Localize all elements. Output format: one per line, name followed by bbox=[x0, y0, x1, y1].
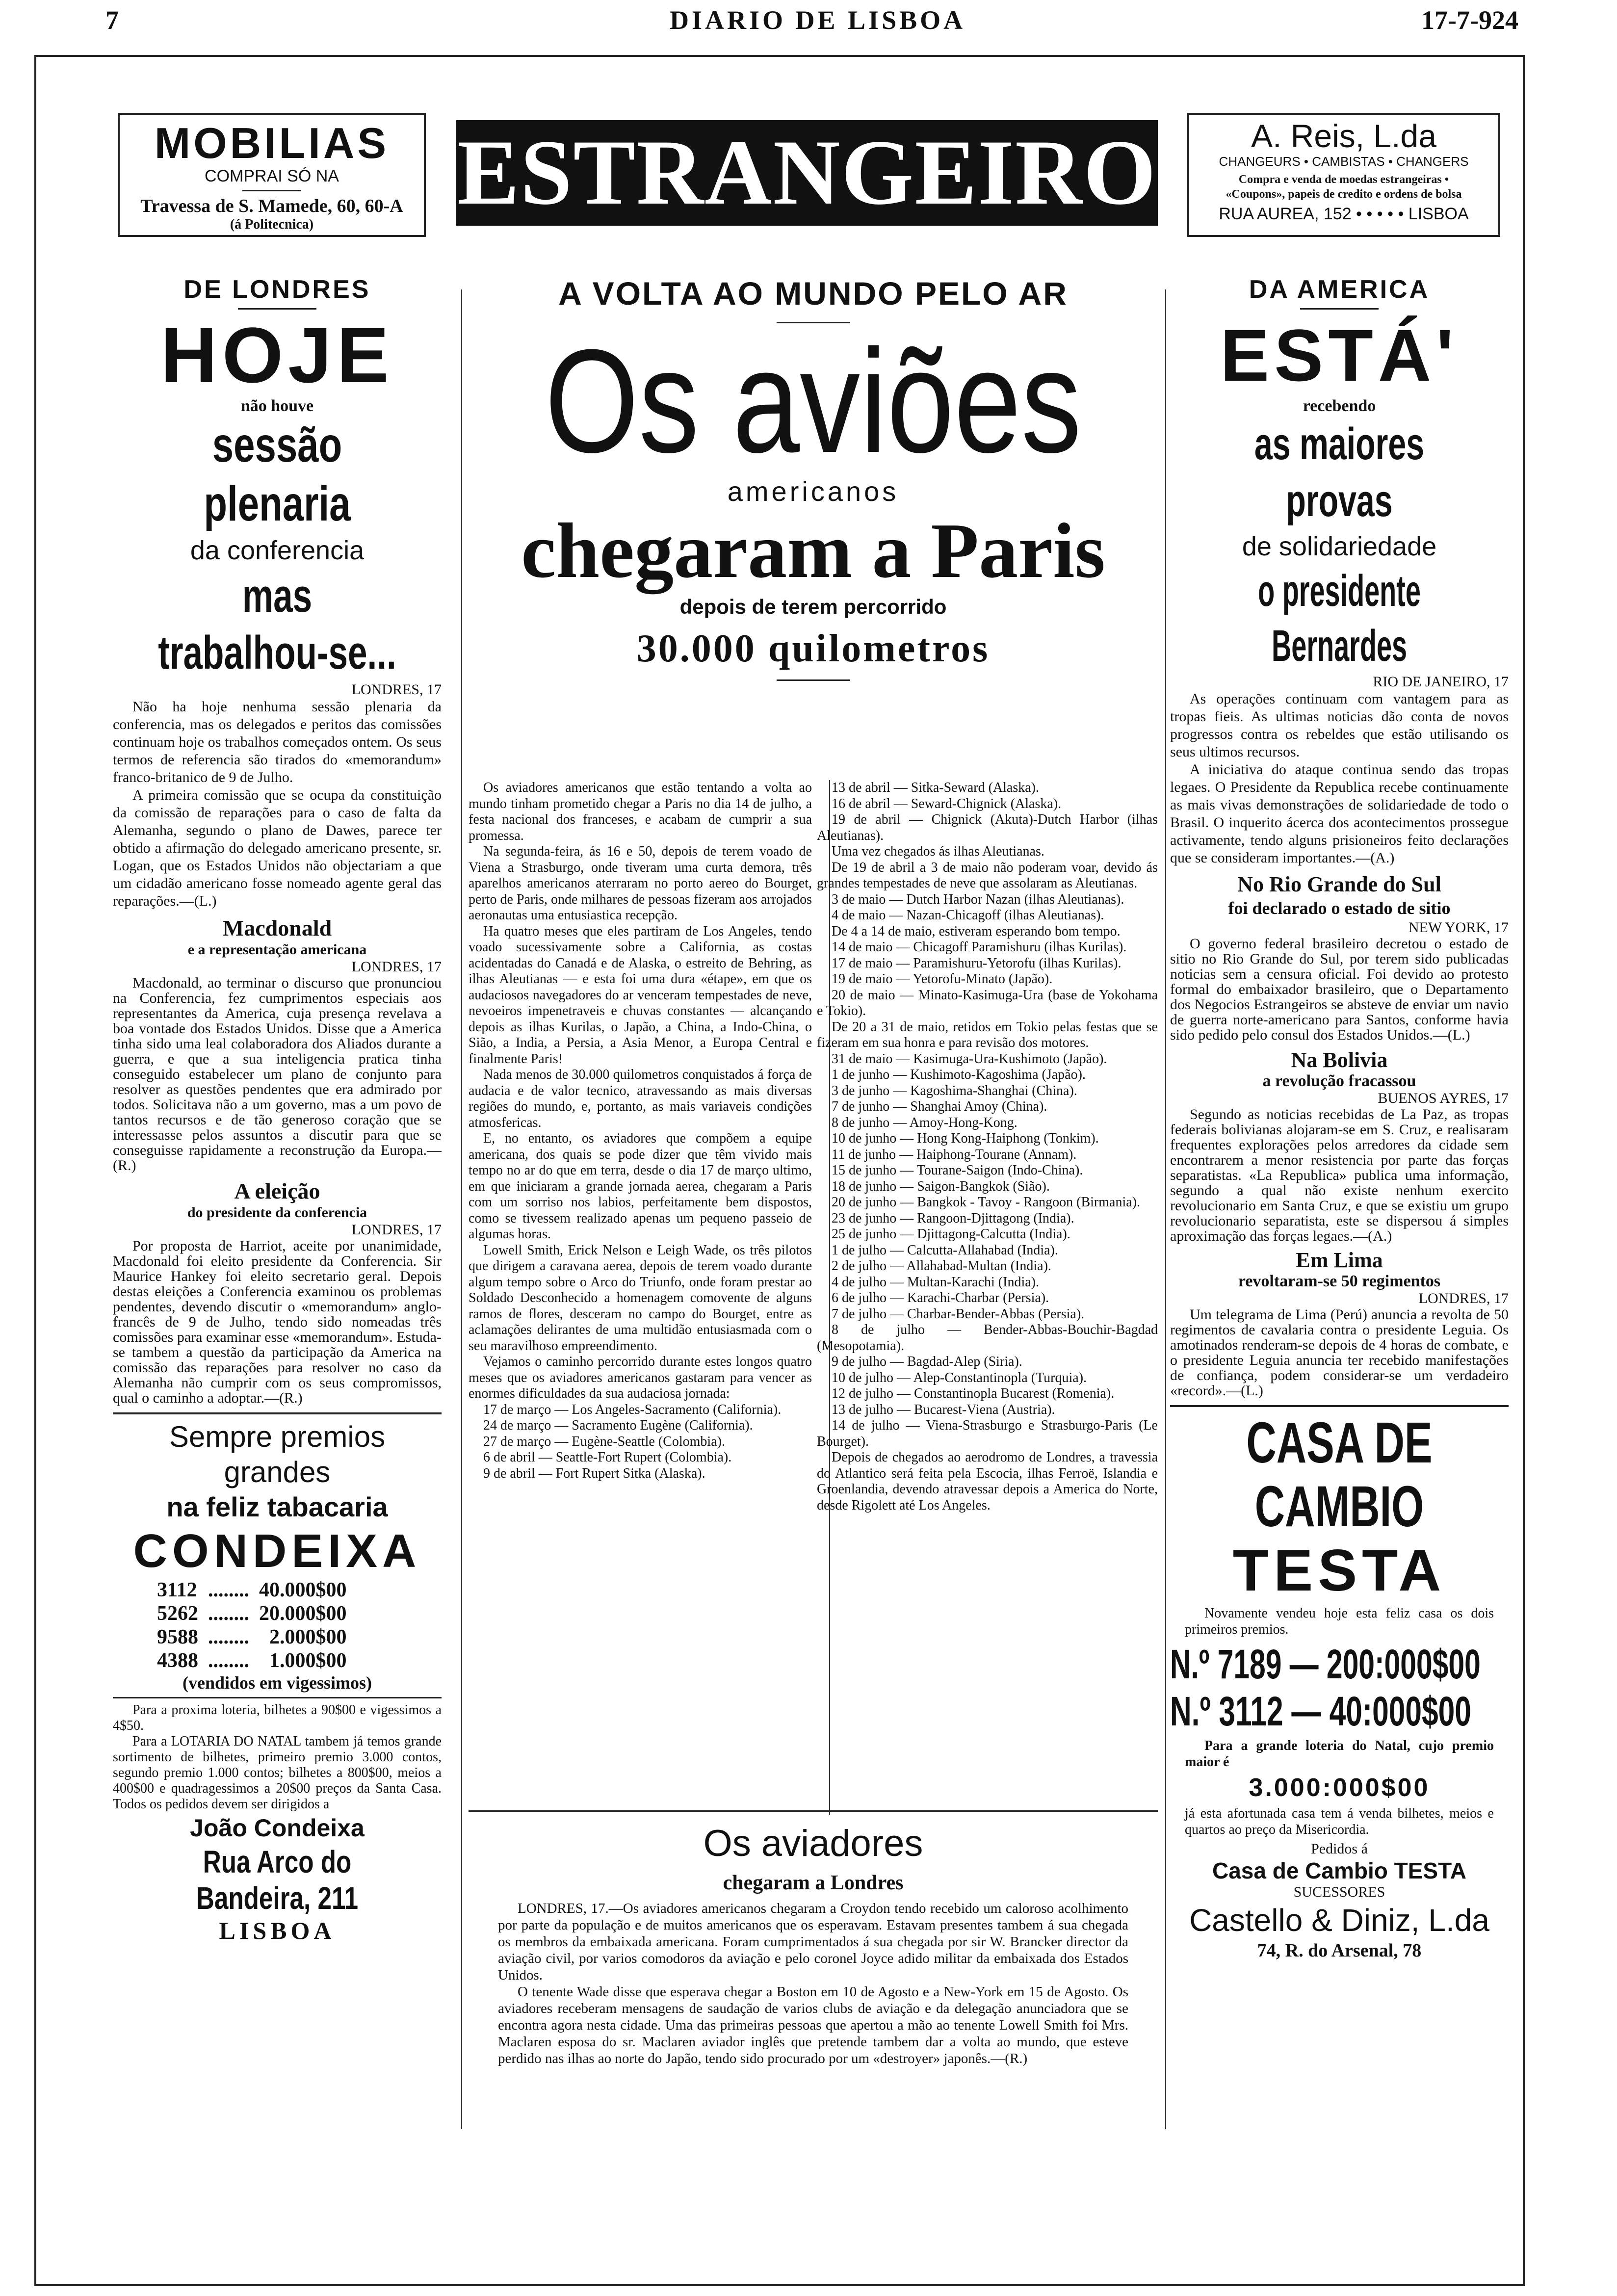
article-paragraph: 7 de julho — Charbar-Bender-Abbas (Persia). bbox=[832, 1306, 1085, 1322]
article-paragraph: 2 de julho — Allahabad-Multan (India). bbox=[832, 1258, 1051, 1274]
article-paragraph: 1 de junho — Kushimoto-Kagoshima (Japão). bbox=[832, 1067, 1086, 1082]
dateline: LONDRES, 17 bbox=[351, 1222, 442, 1238]
article-paragraph: 27 de março — Eugène-Seattle (Colombia). bbox=[483, 1434, 725, 1449]
article-paragraph: De 4 a 14 de maio, estiveram esperando bom tempo. bbox=[832, 923, 1121, 939]
article-paragraph: 3 de maio — Dutch Harbor Nazan (ilhas Aleutianas). bbox=[832, 891, 1124, 907]
ad-line: Pedidos á bbox=[1311, 1841, 1368, 1857]
ad-mobilias-note: (á Politecnica) bbox=[230, 217, 314, 232]
section-heading: A eleição bbox=[234, 1178, 320, 1203]
right-column bbox=[1170, 275, 1509, 1961]
paragraph: Não ha hoje nenhuma sessão plenaria da conferencia, mas os delegados e peritos das comissões continuam hoje os trabalhos começados ontem. Os seus termos de referencia são tirados do «memorandum» franco-britanico de 9 de Julho. bbox=[113, 699, 442, 785]
paragraph: As operações continuam com vantagem para as tropas fieis. As ultimas noticias dão conta de novos progressos contra os rebeldes que estão utilisando os seus ultimos recursos. bbox=[1170, 691, 1509, 760]
article-paragraph: Ha quatro meses que eles partiram de Los Angeles, tendo voado sucessivamente sobre a California, as costas acidentadas do Canadá e de Alaska, o estreito de Behring, as ilhas Aleutianas — e esta foi uma dura «étape», em que os audaciosos navegadores do ar venceram tempestades de neve, nevoeiros impenetraveis e chuvas constantes — alcançando depois as ilhas Kurilas, o Japão, a China, a Indo-China, o Sião, a India, a Persia, a Asia Menor, a Europa Central e finalmente Paris! bbox=[469, 923, 812, 1067]
ad-line: João Condeixa bbox=[190, 1814, 365, 1842]
article-paragraph: 1 de julho — Calcutta-Allahabad (India). bbox=[832, 1242, 1058, 1258]
dateline: LONDRES, 17 bbox=[1418, 1290, 1509, 1306]
newspaper-title: DIARIO DE LISBOA bbox=[670, 5, 966, 35]
article-paragraph: 23 de junho — Rangoon-Djittagong (India). bbox=[832, 1210, 1074, 1226]
paragraph: A iniciativa do ataque continua sendo das tropas legaes. O Presidente da Republica recebe continuamente as mais vivas demonstrações de solidariedade de todo o Brasil. O inquerito ácerca dos acontecimentos prossegue activamente, tendo alguns prisioneiros feito declarações que se consideram importantes.—(A.) bbox=[1170, 761, 1509, 866]
article-paragraph: 12 de julho — Constantinopla Bucarest (Romenia). bbox=[832, 1386, 1115, 1401]
divider bbox=[238, 308, 316, 310]
article-col-1 bbox=[469, 780, 812, 1482]
subheadline: recebendo bbox=[1303, 397, 1376, 415]
article-paragraph: 10 de junho — Hong Kong-Haiphong (Tonkim). bbox=[832, 1131, 1099, 1146]
ad-line: 3.000:000$00 bbox=[1249, 1774, 1430, 1802]
article-paragraph: 4 de julho — Multan-Karachi (India). bbox=[832, 1274, 1039, 1290]
ad-line: 74, R. do Arsenal, 78 bbox=[1257, 1940, 1422, 1961]
section-title: ESTRANGEIRO bbox=[457, 121, 1157, 224]
article-paragraph: 11 de junho — Haiphong-Tourane (Annam). bbox=[832, 1147, 1077, 1162]
article-aviadores-londres bbox=[469, 1810, 1158, 2067]
article-col-2 bbox=[817, 780, 1158, 1513]
dateline: LONDRES, 17 bbox=[351, 681, 442, 698]
ad-reis-line1: CHANGEURS • CAMBISTAS • CHANGERS bbox=[1219, 154, 1469, 169]
ad-line: na feliz tabacaria bbox=[166, 1491, 388, 1522]
article-paragraph: Na segunda-feira, ás 16 e 50, depois de terem voado de Viena a Strasburgo, onde tiveram uma curta demora, três aparelhos americanos aterraram no porto aereo do Bourget, perto de Paris, onde milhares de pessoas fizeram aos arrojados aeronautas uma entusiastica recepção. bbox=[469, 844, 812, 923]
headline-3: mas trabalhou-se... bbox=[158, 570, 396, 679]
ad-line: LISBOA bbox=[219, 1917, 336, 1944]
ad-line: SUCESSORES bbox=[1293, 1884, 1385, 1900]
article-paragraph: 9 de julho — Bagdad-Alep (Siria). bbox=[832, 1354, 1022, 1369]
prize-number: N.º 7189 — 200:000$00 bbox=[1170, 1641, 1481, 1687]
page-number: 7 bbox=[105, 5, 119, 35]
subheadline-2: depois de terem percorrido bbox=[679, 595, 947, 618]
headline: HOJE bbox=[160, 311, 394, 399]
divider bbox=[113, 1412, 442, 1414]
prize-cell: 3112 bbox=[157, 1579, 197, 1601]
divider bbox=[113, 1697, 442, 1698]
kicker: A VOLTA AO MUNDO PELO AR bbox=[558, 275, 1068, 312]
paragraph: já esta afortunada casa tem á venda bilhetes, meios e quartos ao preço da Misericordia. bbox=[1185, 1806, 1494, 1837]
divider bbox=[1300, 308, 1379, 310]
issue-date: 17-7-924 bbox=[1421, 5, 1518, 35]
article-paragraph: De 20 a 31 de maio, retidos em Tokio pelas festas que se fizeram em sua honra e para revisão dos motores. bbox=[817, 1019, 1158, 1050]
section-heading: Os aviadores bbox=[703, 1823, 923, 1864]
prize-cell: ........ bbox=[208, 1602, 249, 1625]
prize-cell: 4388 bbox=[157, 1649, 198, 1672]
section-subheading: do presidente da conferencia bbox=[187, 1204, 367, 1221]
article-paragraph: 10 de julho — Alep-Constantinopla (Turquia). bbox=[832, 1370, 1087, 1385]
paragraph: LONDRES, 17.—Os aviadores americanos chegaram a Croydon tendo recebido um caloroso acolhimento por parte da população e de muitos americanos que os esperavam. Estavam presentes tambem á sua chegada os membros da embaixada americana. Foram cumprimentados á sua chegada por sir W. Brancker director da aviação civil, por varios comodoros da aviação e pelo coronel Joyce adido militar da embaixada dos Estados Unidos. bbox=[498, 1901, 1128, 1983]
headline: Os aviões bbox=[545, 318, 1082, 483]
ad-line: Casa de Cambio TESTA bbox=[1212, 1858, 1467, 1883]
prize-row bbox=[152, 1625, 352, 1649]
paragraph: Um telegrama de Lima (Perú) anuncia a revolta de 50 regimentos de cavalaria contra o presidente Leguia. Os amotinados renderam-se depois de 4 horas de combate, e o presidente Leguia anuncia ter recebido manifestações de confiança, podem considerar-se um verdadeiro «record».—(L.) bbox=[1170, 1306, 1509, 1399]
article-paragraph: 15 de junho — Tourane-Saigon (Indo-China). bbox=[832, 1163, 1083, 1178]
ad-line: Rua Arco do Bandeira, 211 bbox=[196, 1844, 359, 1916]
subheadline: não houve bbox=[240, 397, 314, 415]
section-subheading: e a representação americana bbox=[187, 941, 367, 958]
ad-reis bbox=[1187, 113, 1500, 237]
divider bbox=[1170, 1405, 1509, 1407]
prize-row bbox=[152, 1578, 352, 1602]
article-paragraph: 31 de maio — Kasimuga-Ura-Kushimoto (Japão). bbox=[832, 1051, 1107, 1067]
headline-2: chegaram a Paris bbox=[521, 507, 1105, 594]
article-paragraph: Depois de chegados ao aerodromo de Londres, a travessia do Atlantico será feita pela Escocia, ilhas Ferroë, Islandia e Groenlandia, devendo atravessar depois a America do Norte, desde Rigolett até Los Angeles. bbox=[817, 1450, 1158, 1513]
ad-condeixa bbox=[113, 1419, 442, 1945]
ad-line: Sempre premios grandes bbox=[169, 1420, 386, 1488]
article-paragraph: 16 de abril — Seward-Chignick (Alaska). bbox=[832, 796, 1062, 811]
paragraph: Por proposta de Harriot, aceite por unanimidade, Macdonald foi eleito presidente da Conferencia. Sir Maurice Hankey foi eleito secretario geral. Depois destas eleições a Conferencia examinou os problemas pendentes, devendo discutir o «memorandum» anglo-francês de 9 de Julho, tendo sido nomeadas três comissões para examinar esse «memorandum». Estuda-se tambem a questão da participação da America na comissão das reparações para resolver no caso da Alemanha não cumprir com os seus compromissos, qual o caminho a adoptar.—(R.) bbox=[113, 1238, 442, 1406]
section-heading: Em Lima bbox=[1296, 1248, 1383, 1272]
ad-mobilias bbox=[118, 113, 426, 237]
article-paragraph: 24 de março — Sacramento Eugène (California). bbox=[483, 1418, 753, 1433]
ad-divider bbox=[242, 190, 301, 191]
dateline: LONDRES, 17 bbox=[351, 959, 442, 975]
ad-mobilias-title: MOBILIAS bbox=[154, 119, 390, 167]
article-paragraph: Vejamos o caminho percorrido durante estes longos quatro meses que os aviadores americanos gastaram para vencer as enormes dificuldades da sua audaciosa jornada: bbox=[469, 1354, 812, 1401]
article-paragraph: 3 de junho — Kagoshima-Shanghai (China). bbox=[832, 1083, 1077, 1098]
article-paragraph: 6 de julho — Karachi-Charbar (Persia). bbox=[832, 1290, 1049, 1305]
ad-reis-line2: Compra e venda de moedas estrangeiras • «Coupons», papeis de credito e ordens de bolsa bbox=[1226, 173, 1462, 201]
section-heading: Na Bolivia bbox=[1291, 1048, 1388, 1072]
section-subheading: a revolução fracassou bbox=[1262, 1072, 1416, 1090]
article-paragraph: 19 de maio — Yetorofu-Minato (Japão). bbox=[832, 971, 1053, 987]
article-paragraph: 14 de julho — Viena-Strasburgo e Strasburgo-Paris (Le Bourget). bbox=[817, 1418, 1158, 1449]
headline-3: 30.000 quilometros bbox=[636, 627, 990, 670]
ad-reis-address: RUA AUREA, 152 • • • • • LISBOA bbox=[1219, 205, 1469, 223]
article-paragraph: 14 de maio — Chicagoff Paramishuru (ilhas Kurilas). bbox=[832, 939, 1127, 955]
prize-cell: ........ bbox=[208, 1579, 249, 1601]
prize-cell: 2.000$00 bbox=[269, 1626, 347, 1648]
headline-2: sessão plenaria bbox=[204, 417, 351, 531]
article-paragraph: 18 de junho — Saigon-Bangkok (Sião). bbox=[832, 1178, 1050, 1194]
article-paragraph: 17 de maio — Paramishuru-Yetorofu (ilhas Kurilas). bbox=[832, 955, 1121, 971]
article-paragraph: Nada menos de 30.000 quilometros conquistados á força de audacia e de valor tecnico, atravessando as mais diversas regiões do mundo, e, portanto, as mais variaveis condições atmosfericas. bbox=[469, 1067, 812, 1130]
ad-line: CASA DE CAMBIO bbox=[1246, 1410, 1433, 1539]
page-header bbox=[105, 5, 1518, 34]
paragraph: Segundo as noticias recebidas de La Paz, as tropas federais bolivianas alojaram-se em S. Cruz, e realisaram frequentes explorações pelos arredores da cidade sem encontrarem a menor resistencia por parte das forças separatistas. «La Republica» publica uma informação, segundo a qual não existe nenhum exercito revolucionario em Santa Cruz, e que se existiu um grupo revolucionario separatista, este se dispersou á simples aproximação das forças legaes.—(A.) bbox=[1170, 1106, 1509, 1244]
paragraph: Para a LOTARIA DO NATAL tambem já temos grande sortimento de bilhetes, primeiro premio 3.000 contos, segundo premio 1.000 contos; bilhetes a 800$00, meios a 400$00 e quadragessimos a 20$00 preços da Santa Casa. Todos os pedidos devem ser dirigidos a bbox=[113, 1734, 442, 1812]
ad-reis-title: A. Reis, L.da bbox=[1251, 118, 1436, 154]
prize-cell: ........ bbox=[208, 1626, 249, 1648]
paragraph: A primeira comissão que se ocupa da constituição da comissão de reparações para o caso de falta da Alemanha, segundo o plano de Dawes, parece ter obtido a afirmação do delegado americano presente, sr. Logan, que os Estados Unidos não objectariam a que um cidadão americano fosse nomeado agente geral das reparações.—(L.) bbox=[113, 787, 442, 909]
column-rule bbox=[461, 289, 462, 2129]
paragraph: Para a proxima loteria, bilhetes a 90$00 e vigessimos a 4$50. bbox=[113, 1702, 442, 1733]
article-paragraph: 19 de abril — Chignick (Akuta)-Dutch Harbor (ilhas Aleutianas). bbox=[817, 812, 1158, 843]
divider bbox=[777, 679, 850, 681]
ad-line: Castello & Diniz, L.da bbox=[1189, 1903, 1489, 1938]
article-paragraph: 13 de abril — Sitka-Seward (Alaska). bbox=[832, 780, 1039, 795]
article-paragraph: 6 de abril — Seattle-Fort Rupert (Colombia). bbox=[483, 1450, 732, 1465]
section-subheading: revoltaram-se 50 regimentos bbox=[1238, 1272, 1441, 1290]
section-banner bbox=[456, 120, 1158, 226]
ad-brand: TESTA bbox=[1232, 1538, 1446, 1603]
dateline: RIO DE JANEIRO, 17 bbox=[1373, 674, 1509, 690]
ad-casa-testa bbox=[1170, 1411, 1509, 1961]
article-paragraph: 17 de março — Los Angeles-Sacramento (California). bbox=[483, 1402, 782, 1417]
ad-brand: CONDEIXA bbox=[133, 1525, 421, 1577]
section-heading: No Rio Grande do Sul bbox=[1237, 872, 1441, 896]
subheadline-2: de solidariedade bbox=[1242, 532, 1437, 561]
article-paragraph: Lowell Smith, Erick Nelson e Leigh Wade, os três pilotos que dirigem a caravana aerea, depois de terem voado durante algum tempo sobre o Arco do Triunfo, onde foram prestar ao Soldado Desconhecido a homenagem comovente de alguns ramos de flores, desceram no campo do Bourget, entre as aclamações delirantes de uma multidão entusiasmada com o seu maravilhoso empreendimento. bbox=[469, 1242, 812, 1354]
paragraph: Para a grande loteria do Natal, cujo premio maior é bbox=[1185, 1738, 1494, 1770]
article-paragraph: 13 de julho — Bucarest-Viena (Austria). bbox=[832, 1402, 1055, 1417]
article-paragraph: Os aviadores americanos que estão tentando a volta ao mundo tinham prometido chegar a Paris no dia 14 de julho, a festa nacional dos franceses, e acabam de cumprir a sua promessa. bbox=[469, 780, 812, 843]
ad-mobilias-address: Travessa de S. Mamede, 60, 60-A bbox=[140, 196, 403, 216]
prize-table bbox=[152, 1578, 352, 1672]
subheadline-2: da conferencia bbox=[190, 536, 365, 565]
paragraph: O governo federal brasileiro decretou o estado de sitio no Rio Grande do Sul, por terem sido publicadas noticias sem a censura oficial. Foi devido ao protesto formal do embaixador brasileiro, que o Departamento dos Negocios Estrangeiros se absteve de enviar um navio de guerra norte-americano para Santos, conforme havia sido pedido pelo consul dos Estados Unidos.—(L.) bbox=[1170, 936, 1509, 1043]
section-subheading: foi declarado o estado de sitio bbox=[1228, 898, 1451, 918]
dateline: BUENOS AYRES, 17 bbox=[1378, 1090, 1509, 1106]
kicker: DA AMERICA bbox=[1249, 275, 1430, 304]
article-paragraph: 20 de junho — Bangkok - Tavoy - Rangoon (Birmania). bbox=[832, 1195, 1140, 1210]
paragraph: O tenente Wade disse que esperava chegar a Boston em 10 de Agosto e a New-York em 15 de Agosto. Os aviadores receberam mensagens de saudação de varios clubs de aviação e da delegação anunciadora que se encontra agora nesta cidade. Uma das primeiras pessoas que apertou a mão ao tenente Lowell Smith foi Mrs. Maclaren esposa do sr. Maclaren aviador inglês que pretende tambem dar a volta ao mundo, que esteve perdido nas ilhas ao norte do Japão, tendo sido procurado por um «destroyer» japonês.—(R.) bbox=[498, 1984, 1128, 2066]
article-paragraph: 25 de junho — Djittagong-Calcutta (India). bbox=[832, 1226, 1070, 1242]
prize-cell: ........ bbox=[208, 1649, 249, 1672]
article-paragraph: 4 de maio — Nazan-Chicagoff (ilhas Aleutianas). bbox=[832, 908, 1104, 923]
article-paragraph: E, no entanto, os aviadores que compõem a equipe americana, dos quais se pode dizer que têm vivido mais tempo no ar do que em terra, desde o dia 17 de março ultimo, em que iniciaram a grande jornada aerea, chegaram a Paris com um sorriso nos labios, perfeitamente bem dispostos, como se tivessem realizado apenas um pequeno passeio de algumas horas. bbox=[469, 1131, 812, 1242]
ad-mobilias-line1: COMPRAI SÓ NA bbox=[205, 167, 339, 185]
paragraph: Novamente vendeu hoje esta feliz casa os dois primeiros premios. bbox=[1185, 1606, 1494, 1637]
headline: ESTÁ' bbox=[1220, 314, 1459, 396]
paragraph: Macdonald, ao terminar o discurso que pronunciou na Conferencia, fez cumprimentos especiais aos representantes da America, cuja presença revelava a boa vontade dos Estados Unidos. Disse que a America tinha sido uma leal colaboradora dos Aliados durante a guerra, e que a sua inteligencia pratica tinha conseguido estabelecer um plano de conjunto para resolver as questões pendentes que era admirado por todos. Solicitava não a um governo, mas a um povo de tantos recursos e de tão generoso coração que se interessasse pelos assuntos a discutir para que se conseguisse rapidamente a reconstrução da Europa.—(R.) bbox=[113, 975, 442, 1174]
headline-2: as maiores provas bbox=[1254, 419, 1425, 526]
prize-cell: 1.000$00 bbox=[269, 1649, 347, 1672]
article-paragraph: 8 de junho — Amoy-Hong-Kong. bbox=[832, 1115, 1017, 1130]
article-paragraph: 8 de julho — Bender-Abbas-Bouchir-Bagdad (Mesopotamia). bbox=[817, 1322, 1158, 1354]
prize-cell: 20.000$00 bbox=[259, 1602, 347, 1625]
prize-cell: 40.000$00 bbox=[259, 1579, 347, 1601]
ad-line: (vendidos em vigessimos) bbox=[183, 1673, 372, 1693]
prize-row bbox=[152, 1649, 352, 1672]
article-paragraph: Uma vez chegados ás ilhas Aleutianas. bbox=[832, 844, 1044, 859]
prize-cell: 5262 bbox=[157, 1602, 198, 1625]
prize-row bbox=[152, 1602, 352, 1625]
prize-number: N.º 3112 — 40:000$00 bbox=[1170, 1688, 1471, 1734]
dateline: NEW YORK, 17 bbox=[1408, 919, 1509, 936]
article-paragraph: 9 de abril — Fort Rupert Sitka (Alaska). bbox=[483, 1465, 705, 1481]
section-heading: Macdonald bbox=[222, 915, 332, 940]
center-column bbox=[469, 275, 1158, 2066]
kicker: DE LONDRES bbox=[183, 275, 371, 304]
section-subheading: chegaram a Londres bbox=[723, 1872, 904, 1894]
column-rule bbox=[1165, 289, 1166, 2129]
article-paragraph: 20 de maio — Minato-Kasimuga-Ura (base de Yokohama e Tokio). bbox=[817, 987, 1158, 1018]
article-paragraph: 7 de junho — Shanghai Amoy (China). bbox=[832, 1099, 1047, 1114]
prize-cell: 9588 bbox=[157, 1626, 198, 1648]
left-column bbox=[113, 275, 442, 1945]
article-paragraph: De 19 de abril a 3 de maio não poderam voar, devido ás grandes tempestades de neve que assolaram as Aleutianas. bbox=[817, 860, 1158, 891]
subheadline: americanos bbox=[727, 476, 899, 507]
headline-3: o presidente Bernardes bbox=[1258, 567, 1421, 671]
